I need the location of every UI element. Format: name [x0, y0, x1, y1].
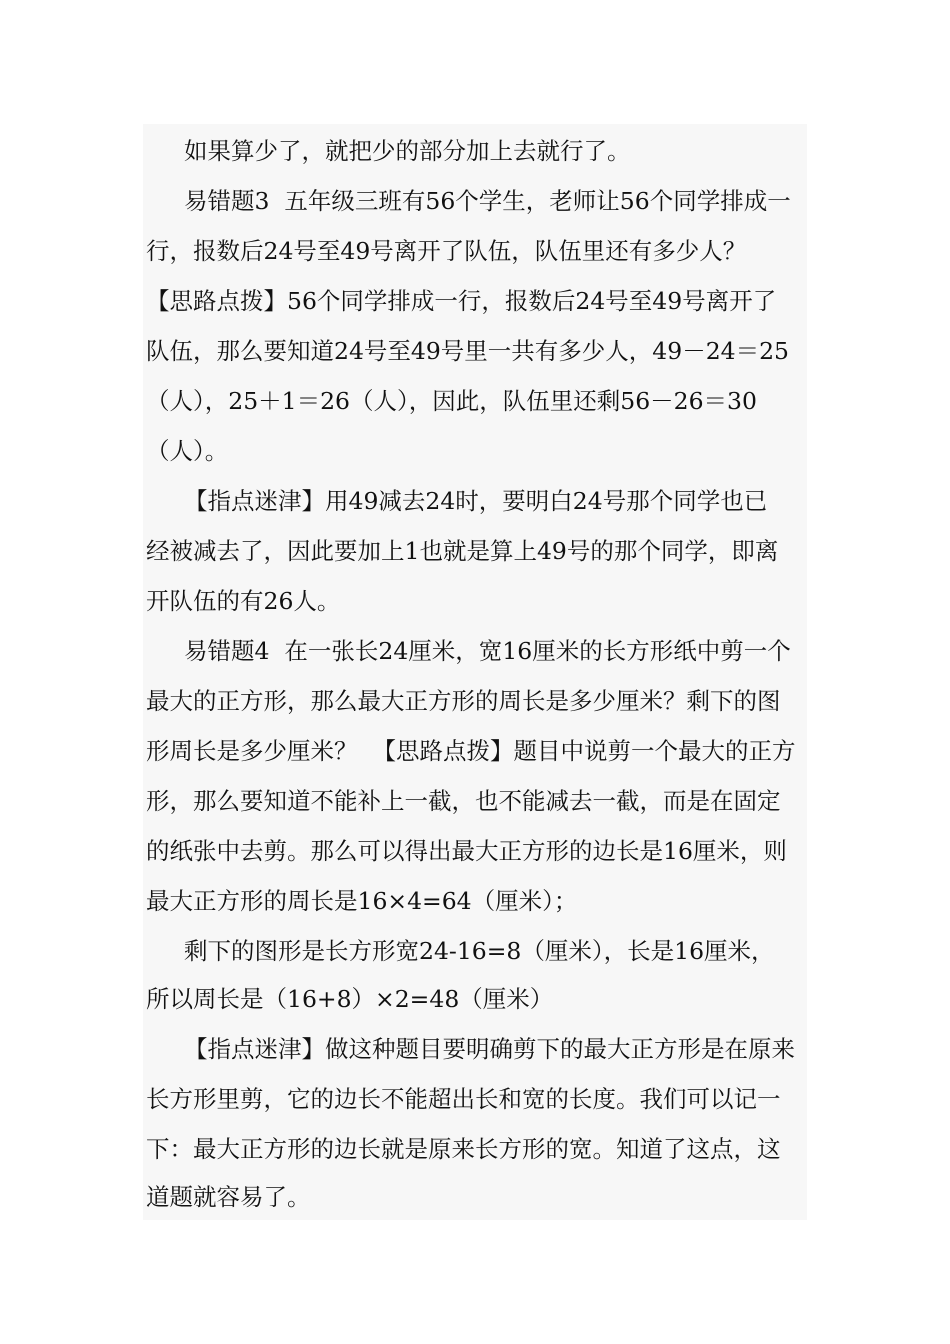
text-line: 易错题4 在一张长24厘米，宽16厘米的长方形纸中剪一个: [184, 637, 791, 665]
text-line: 易错题3 五年级三班有56个学生，老师让56个同学排成一: [184, 187, 791, 215]
text-line: 最大正方形的周长是16×4=64（厘米）；: [146, 887, 578, 915]
text-line: 最大的正方形，那么最大正方形的周长是多少厘米？剩下的图: [146, 687, 781, 715]
text-line: 经被减去了，因此要加上1也就是算上49号的那个同学，即离: [146, 537, 779, 565]
text-line: 【思路点拨】56个同学排成一行，报数后24号至49号离开了: [146, 287, 777, 315]
text-line: 所以周长是（16+8）×2=48（厘米）: [146, 985, 554, 1013]
text-line: 剩下的图形是长方形宽24-16=8（厘米），长是16厘米，: [184, 937, 775, 965]
text-line: 形周长是多少厘米？ 【思路点拨】题目中说剪一个最大的正方: [146, 737, 796, 765]
text-line: 【指点迷津】用49减去24时，要明白24号那个同学也已: [184, 487, 768, 515]
text-line: 道题就容易了。: [146, 1183, 311, 1211]
text-line: 如果算少了，就把少的部分加上去就行了。: [184, 137, 631, 165]
text-line: 开队伍的有26人。: [146, 587, 341, 615]
text-line: 队伍，那么要知道24号至49号里一共有多少人，49－24＝25: [146, 337, 790, 365]
text-line: 行，报数后24号至49号离开了队伍，队伍里还有多少人？: [146, 237, 747, 265]
text-line: 【指点迷津】做这种题目要明确剪下的最大正方形是在原来: [184, 1035, 795, 1063]
text-line: 形，那么要知道不能补上一截，也不能减去一截，而是在固定: [146, 787, 781, 815]
text-line: （人），25＋1＝26（人），因此，队伍里还剩56－26＝30: [146, 387, 757, 415]
text-line: 长方形里剪，它的边长不能超出长和宽的长度。我们可以记一: [146, 1085, 781, 1113]
text-line: 下：最大正方形的边长就是原来长方形的宽。知道了这点，这: [146, 1135, 781, 1163]
text-line: （人）。: [146, 437, 229, 465]
text-line: 的纸张中去剪。那么可以得出最大正方形的边长是16厘米，则: [146, 837, 787, 865]
document-text-block: [143, 124, 807, 1220]
